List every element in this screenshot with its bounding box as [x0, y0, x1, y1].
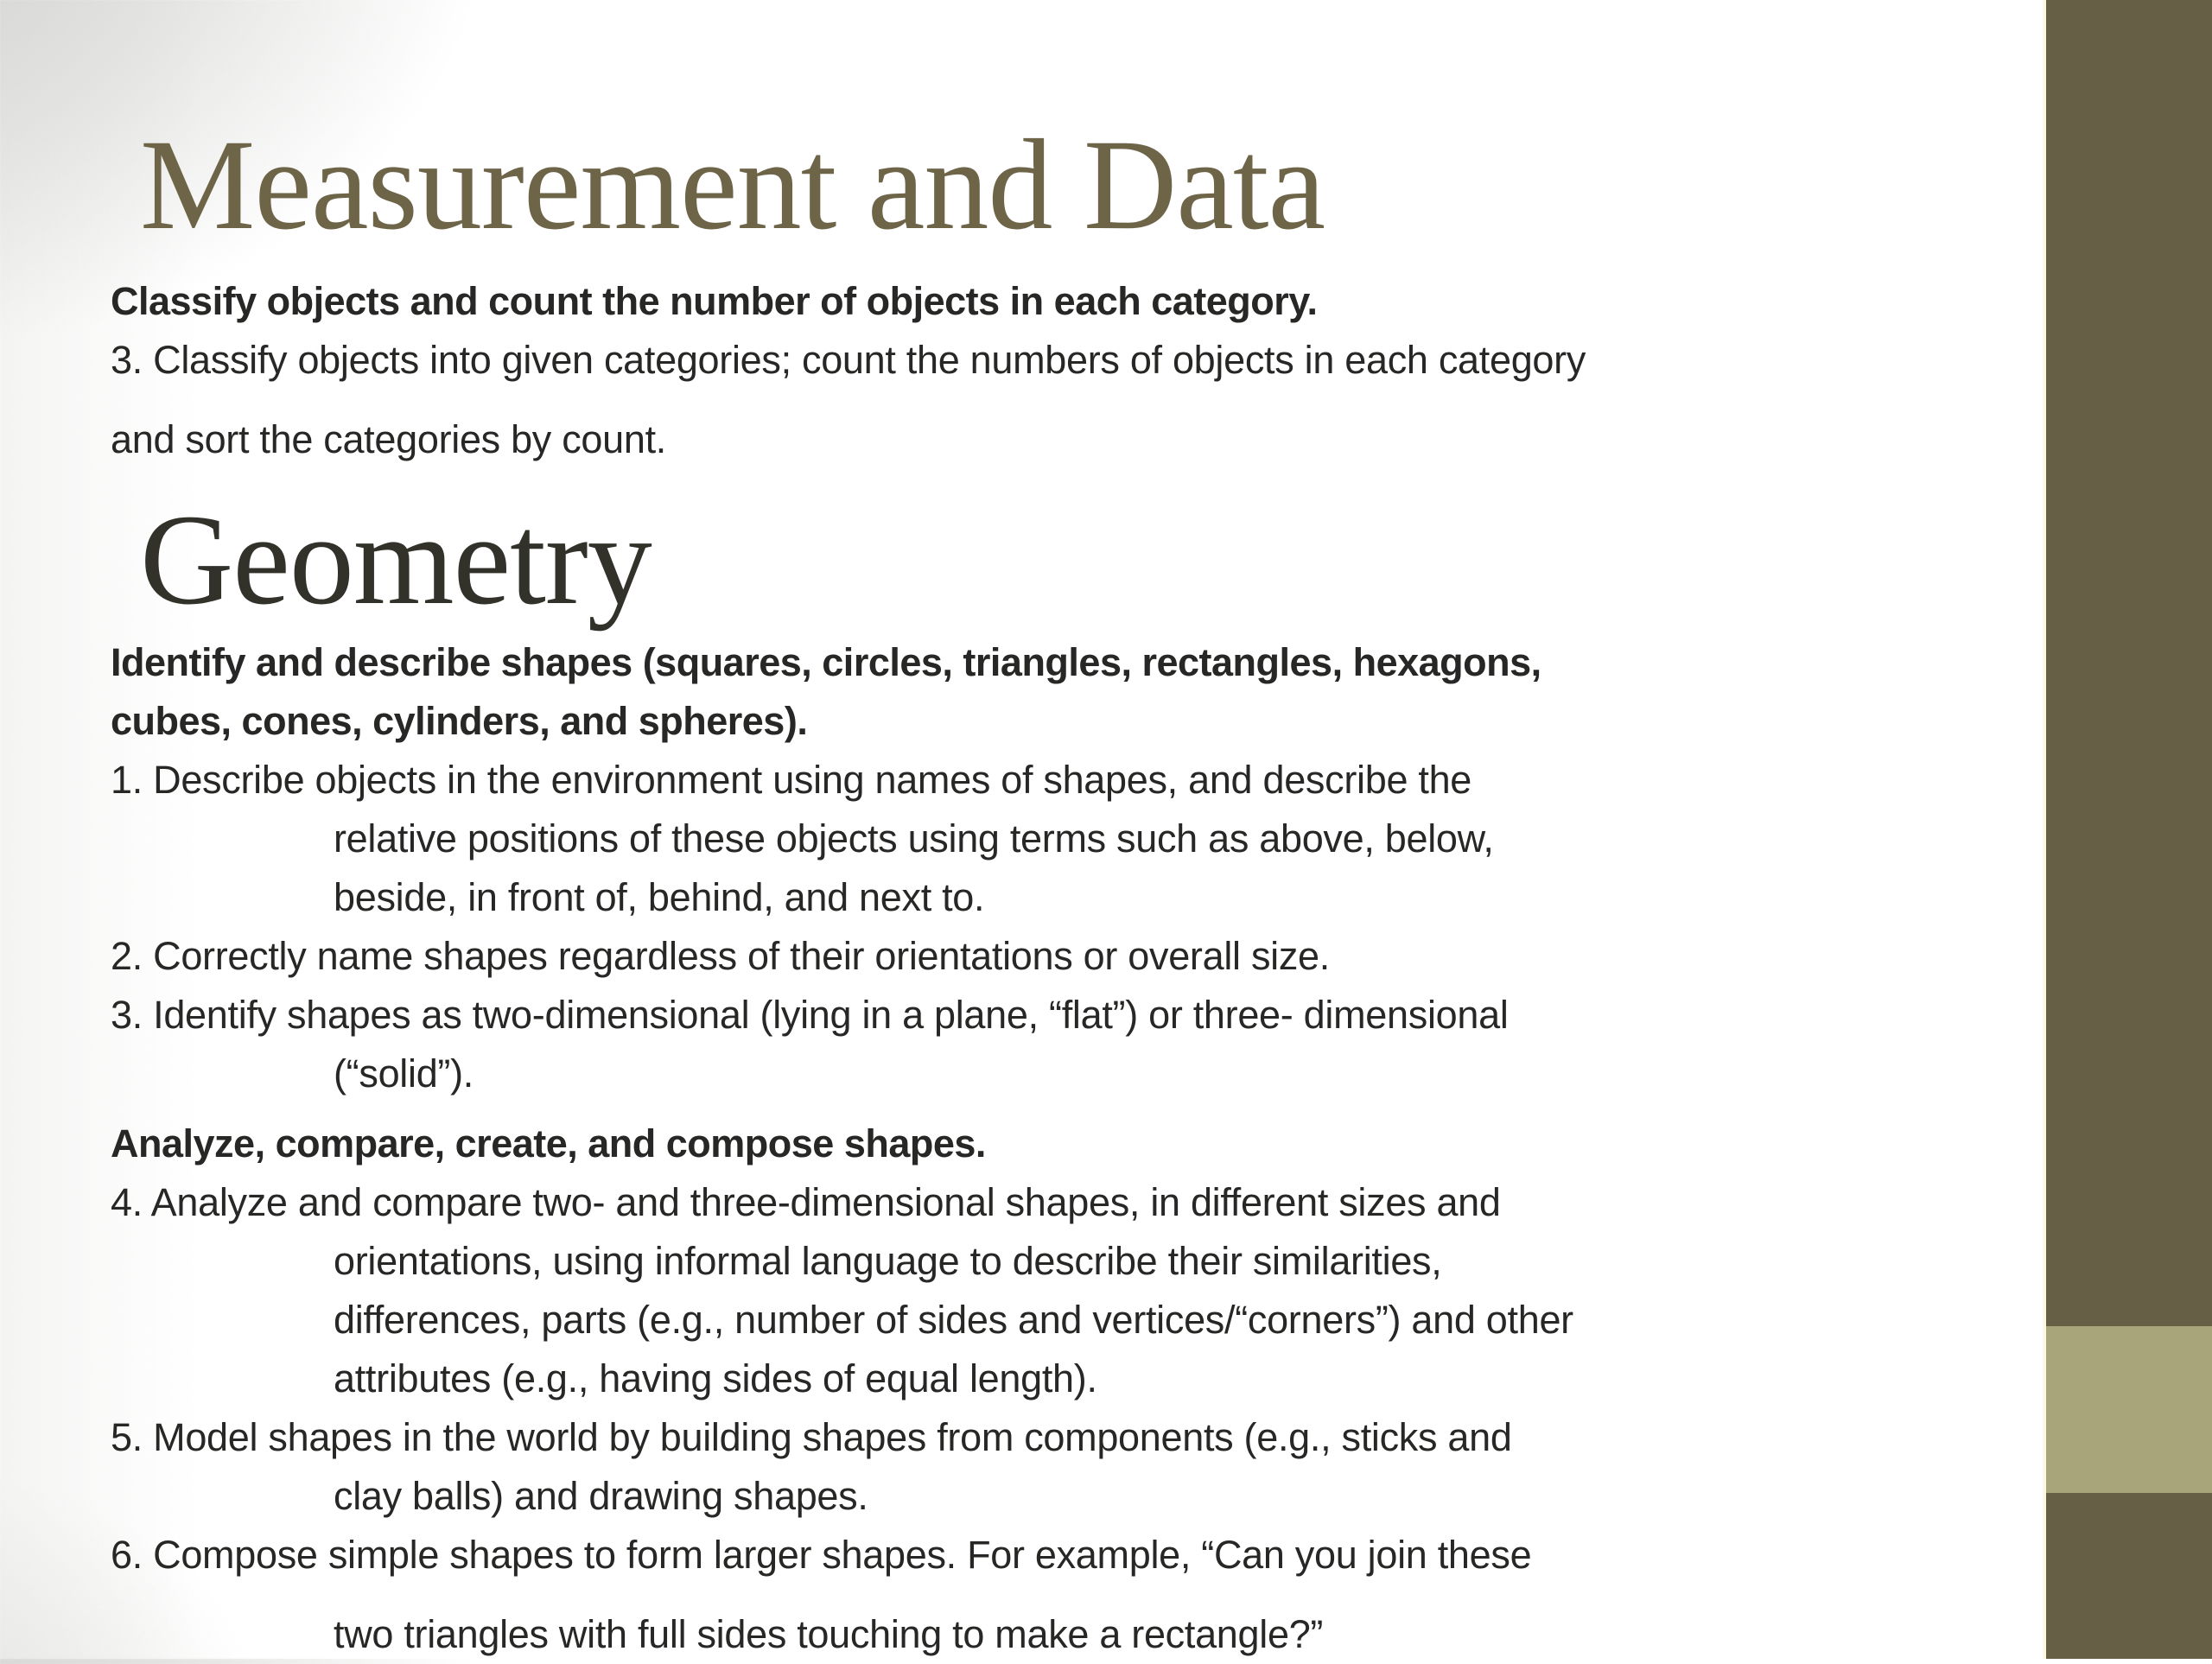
standard-line: 4. Analyze and compare two- and three-dimensional shapes, in different sizes and [111, 1180, 1501, 1224]
standard-heading-identify: Identify and describe shapes (squares, circles, triangles, rectangles, hexagons, [111, 640, 1541, 684]
standard-line: beside, in front of, behind, and next to. [334, 875, 985, 919]
standard-line: 5. Model shapes in the world by building shapes from components (e.g., sticks and [111, 1415, 1512, 1459]
standard-line: 3. Classify objects into given categories; count the numbers of objects in each category [111, 338, 1586, 382]
accent-bar-light-band [2046, 1326, 2212, 1493]
title-geometry: Geometry [140, 488, 652, 632]
standard-line: attributes (e.g., having sides of equal length). [334, 1356, 1097, 1400]
standard-heading-classify: Classify objects and count the number of objects in each category. [111, 279, 1318, 323]
standard-line: and sort the categories by count. [111, 417, 666, 461]
standard-line: relative positions of these objects using terms such as above, below, [334, 816, 1494, 861]
standard-line: 6. Compose simple shapes to form larger shapes. For example, “Can you join these [111, 1533, 1532, 1577]
standard-line: 1. Describe objects in the environment using names of shapes, and describe the [111, 758, 1472, 802]
standard-line: (“solid”). [334, 1051, 474, 1096]
standard-heading-analyze: Analyze, compare, create, and compose shapes. [111, 1121, 986, 1165]
standard-line: two triangles with full sides touching to make a rectangle?” [334, 1612, 1324, 1656]
standard-line: 3. Identify shapes as two-dimensional (lying in a plane, “flat”) or three- dimensional [111, 993, 1509, 1037]
standard-line: orientations, using informal language to describe their similarities, [334, 1239, 1442, 1283]
standard-line: clay balls) and drawing shapes. [334, 1474, 868, 1518]
standard-line: differences, parts (e.g., number of sides and vertices/“corners”) and other [334, 1298, 1573, 1342]
title-measurement-and-data: Measurement and Data [140, 113, 1325, 257]
standard-line: 2. Correctly name shapes regardless of their orientations or overall size. [111, 934, 1330, 978]
slide-content [111, 111, 1994, 1664]
standard-heading-identify-cont: cubes, cones, cylinders, and spheres). [111, 699, 808, 743]
right-accent-bar [2046, 0, 2212, 1659]
